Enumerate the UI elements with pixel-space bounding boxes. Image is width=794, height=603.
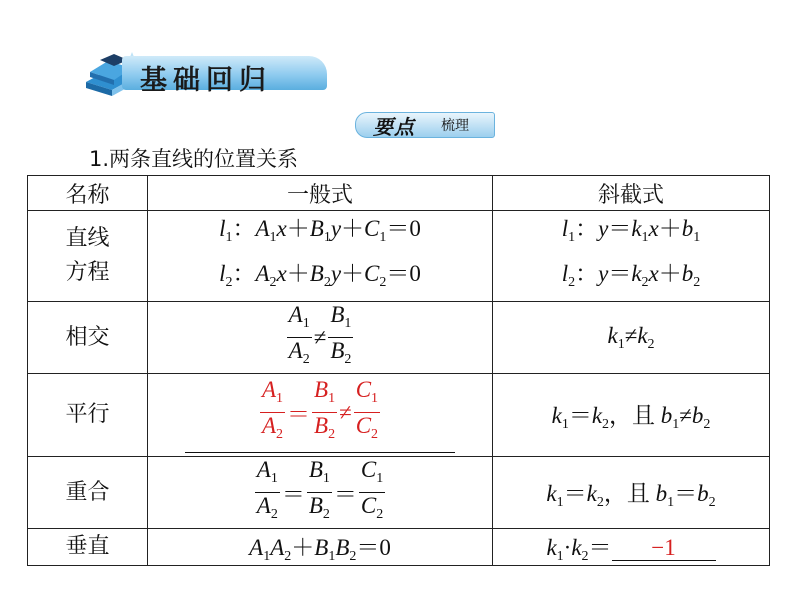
tag-sub-text: 梳理 [441, 118, 469, 134]
intersect-general-condition: $\frac{A_1}{A_2}$ ≠ $\frac{B_1}{B_2}$ [148, 302, 493, 374]
parallel-slope-condition: $k_1=k_2$，且 $b_1\ne b_2$ [493, 374, 770, 457]
row-label-equation [28, 211, 148, 302]
slope-form-l1: $l_1$：$y=k_1x+b_1$ [561, 216, 701, 245]
slope-form-equations [493, 211, 770, 302]
slope-form-l2: $l_2$：$y=k_2x+b_2$ [561, 261, 701, 290]
perpendicular-general-condition: $A_1A_2+B_1B_2=0$ [148, 529, 493, 566]
section-banner [82, 48, 327, 98]
coincide-slope-condition: $k_1=k_2$，且 $b_1=b_2$ [493, 457, 770, 529]
header-general-form: 一般式 [148, 176, 493, 211]
row-label-perpendicular [28, 529, 148, 566]
general-form-equations [148, 211, 493, 302]
table-row [28, 302, 770, 374]
parallel-answer: $\frac{A_1}{A_2}$ ＝ $\frac{B_1}{B_2}$ ≠ $\frac{C_1}{C_2}$ [259, 398, 381, 423]
general-form-l2: $l_2$：$A_2x+B_2y+C_2=0$ [219, 261, 421, 290]
table-row [28, 211, 770, 302]
table-header-row [28, 176, 770, 211]
coincide-general-condition: $\frac{A_1}{A_2}$ ＝ $\frac{B_1}{B_2}$ ＝ $\frac{C_1}{C_2}$ [148, 457, 493, 529]
banner-title: 基础回归 [140, 65, 272, 96]
row-label-parallel [28, 374, 148, 457]
answer-underline [185, 452, 455, 453]
table-row [28, 457, 770, 529]
row-label-line1: 直线 [65, 226, 110, 251]
row-label-text: 重合 [65, 479, 110, 505]
header-name: 名称 [28, 176, 148, 211]
tag-main-text: 要点 [373, 115, 415, 139]
table-row [28, 374, 770, 457]
row-label-line2: 方程 [65, 260, 110, 285]
row-label-intersect [28, 302, 148, 374]
row-label-text: 平行 [65, 402, 110, 427]
section-heading: 1.两条直线的位置关系 [89, 147, 299, 171]
row-label-coincide [28, 457, 148, 529]
header-slope-intercept-form: 斜截式 [493, 176, 770, 211]
key-points-tag [355, 110, 495, 138]
table-row [28, 529, 770, 566]
row-label-text: 垂直 [65, 534, 110, 559]
perpendicular-answer: −1 [612, 536, 716, 561]
intersect-slope-condition: $k_1\ne k_2$ [493, 302, 770, 374]
perpendicular-slope-condition: $k_1\cdot k_2= -1$ [493, 529, 770, 566]
line-relation-table [27, 175, 770, 566]
general-form-l1: $l_1$：$A_1x+B_1y+C_1=0$ [219, 216, 421, 245]
parallel-general-condition [148, 374, 493, 457]
row-label-text: 相交 [65, 324, 110, 350]
